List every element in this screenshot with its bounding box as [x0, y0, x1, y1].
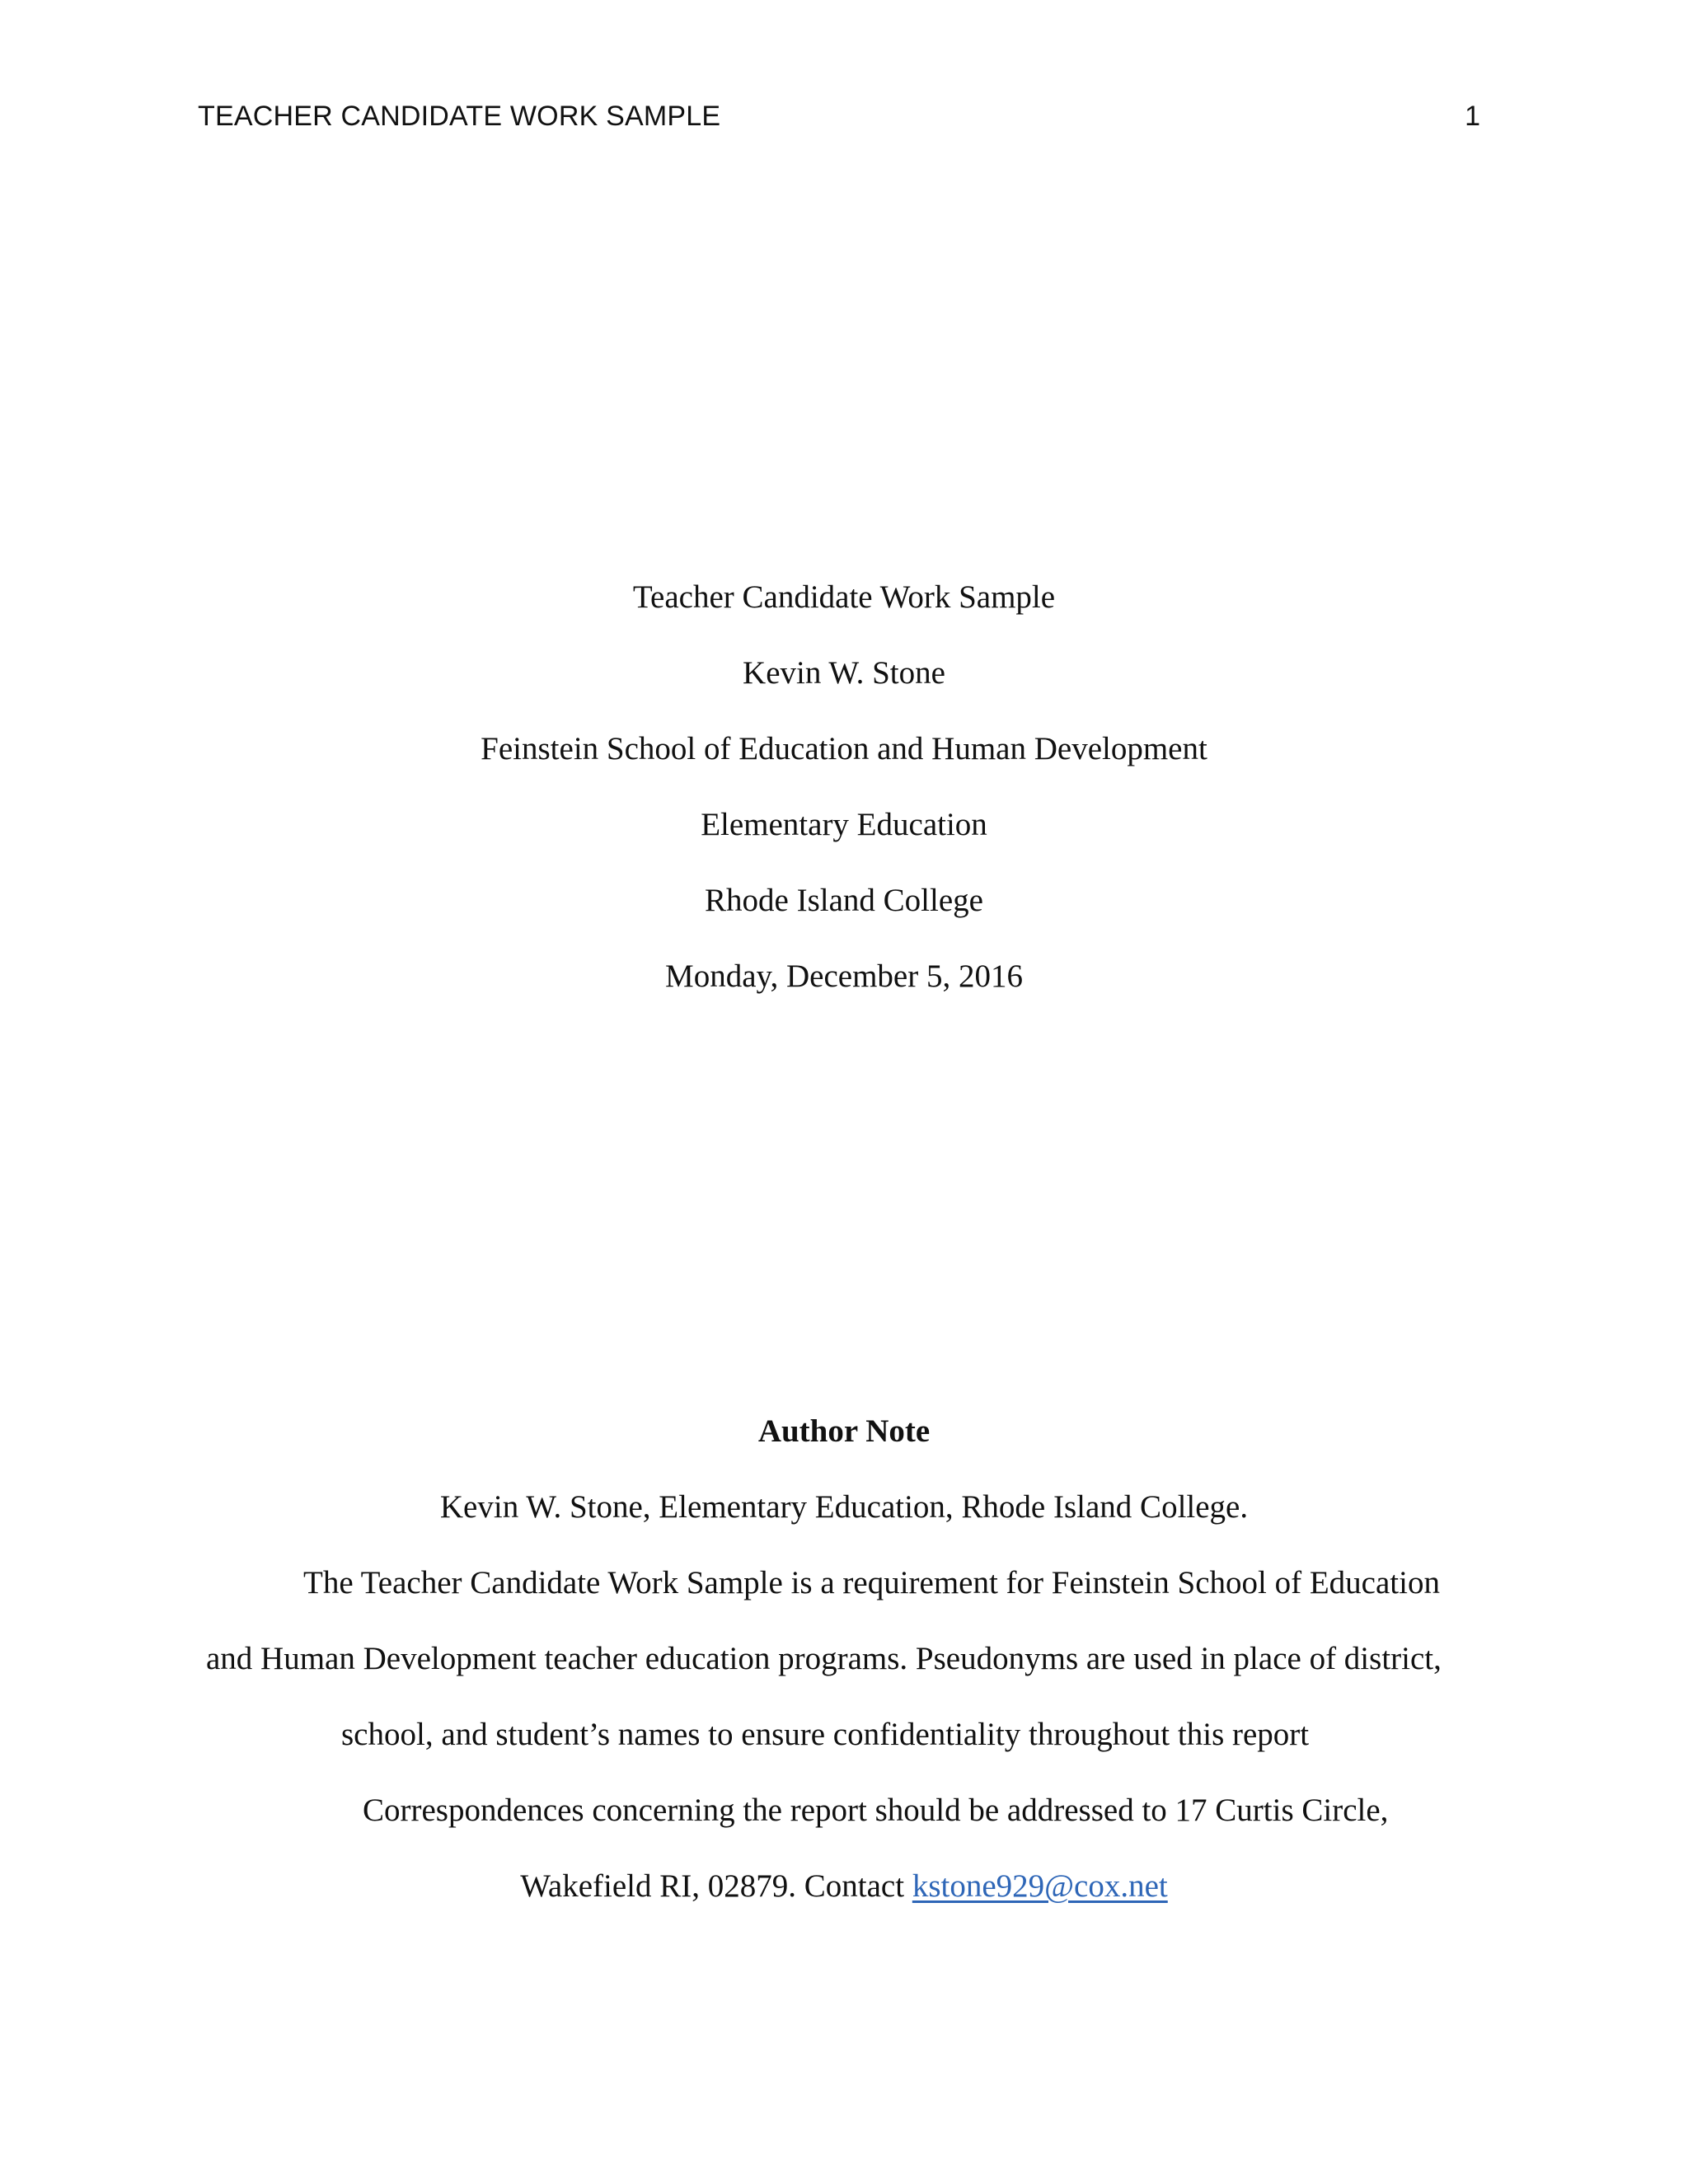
author-note-heading: Author Note	[757, 1413, 931, 1449]
correspondence-line: Correspondences concerning the report should be addressed to 17 Curtis Circle,	[363, 1793, 1389, 1828]
institution-name: Rhode Island College	[705, 883, 983, 918]
school-name: Feinstein School of Education and Human Development	[481, 731, 1207, 766]
email-link[interactable]: kstone929@cox.net	[912, 1868, 1168, 1904]
program-name: Elementary Education	[701, 807, 987, 842]
contact-prefix: Wakefield RI, 02879. Contact	[520, 1868, 912, 1904]
contact-line	[0, 1858, 1688, 1915]
document-title: Teacher Candidate Work Sample	[632, 579, 1056, 615]
page-number: 1	[1465, 101, 1480, 132]
document-date: Monday, December 5, 2016	[665, 958, 1023, 994]
author-affiliation: Kevin W. Stone, Elementary Education, Rhode Island College.	[439, 1489, 1249, 1525]
title-block	[0, 569, 1688, 1024]
author-note-paragraph-line: and Human Development teacher education programs. Pseudonyms are used in place of district,	[206, 1641, 1442, 1676]
author-name: Kevin W. Stone	[743, 655, 945, 691]
author-note-paragraph-line: school, and student’s names to ensure confidentiality throughout this report	[341, 1717, 1310, 1752]
author-note-section	[0, 1403, 1688, 1904]
author-note-paragraph-line: The Teacher Candidate Work Sample is a requirement for Feinstein School of Education	[303, 1565, 1440, 1601]
running-head: TEACHER CANDIDATE WORK SAMPLE	[198, 101, 721, 132]
